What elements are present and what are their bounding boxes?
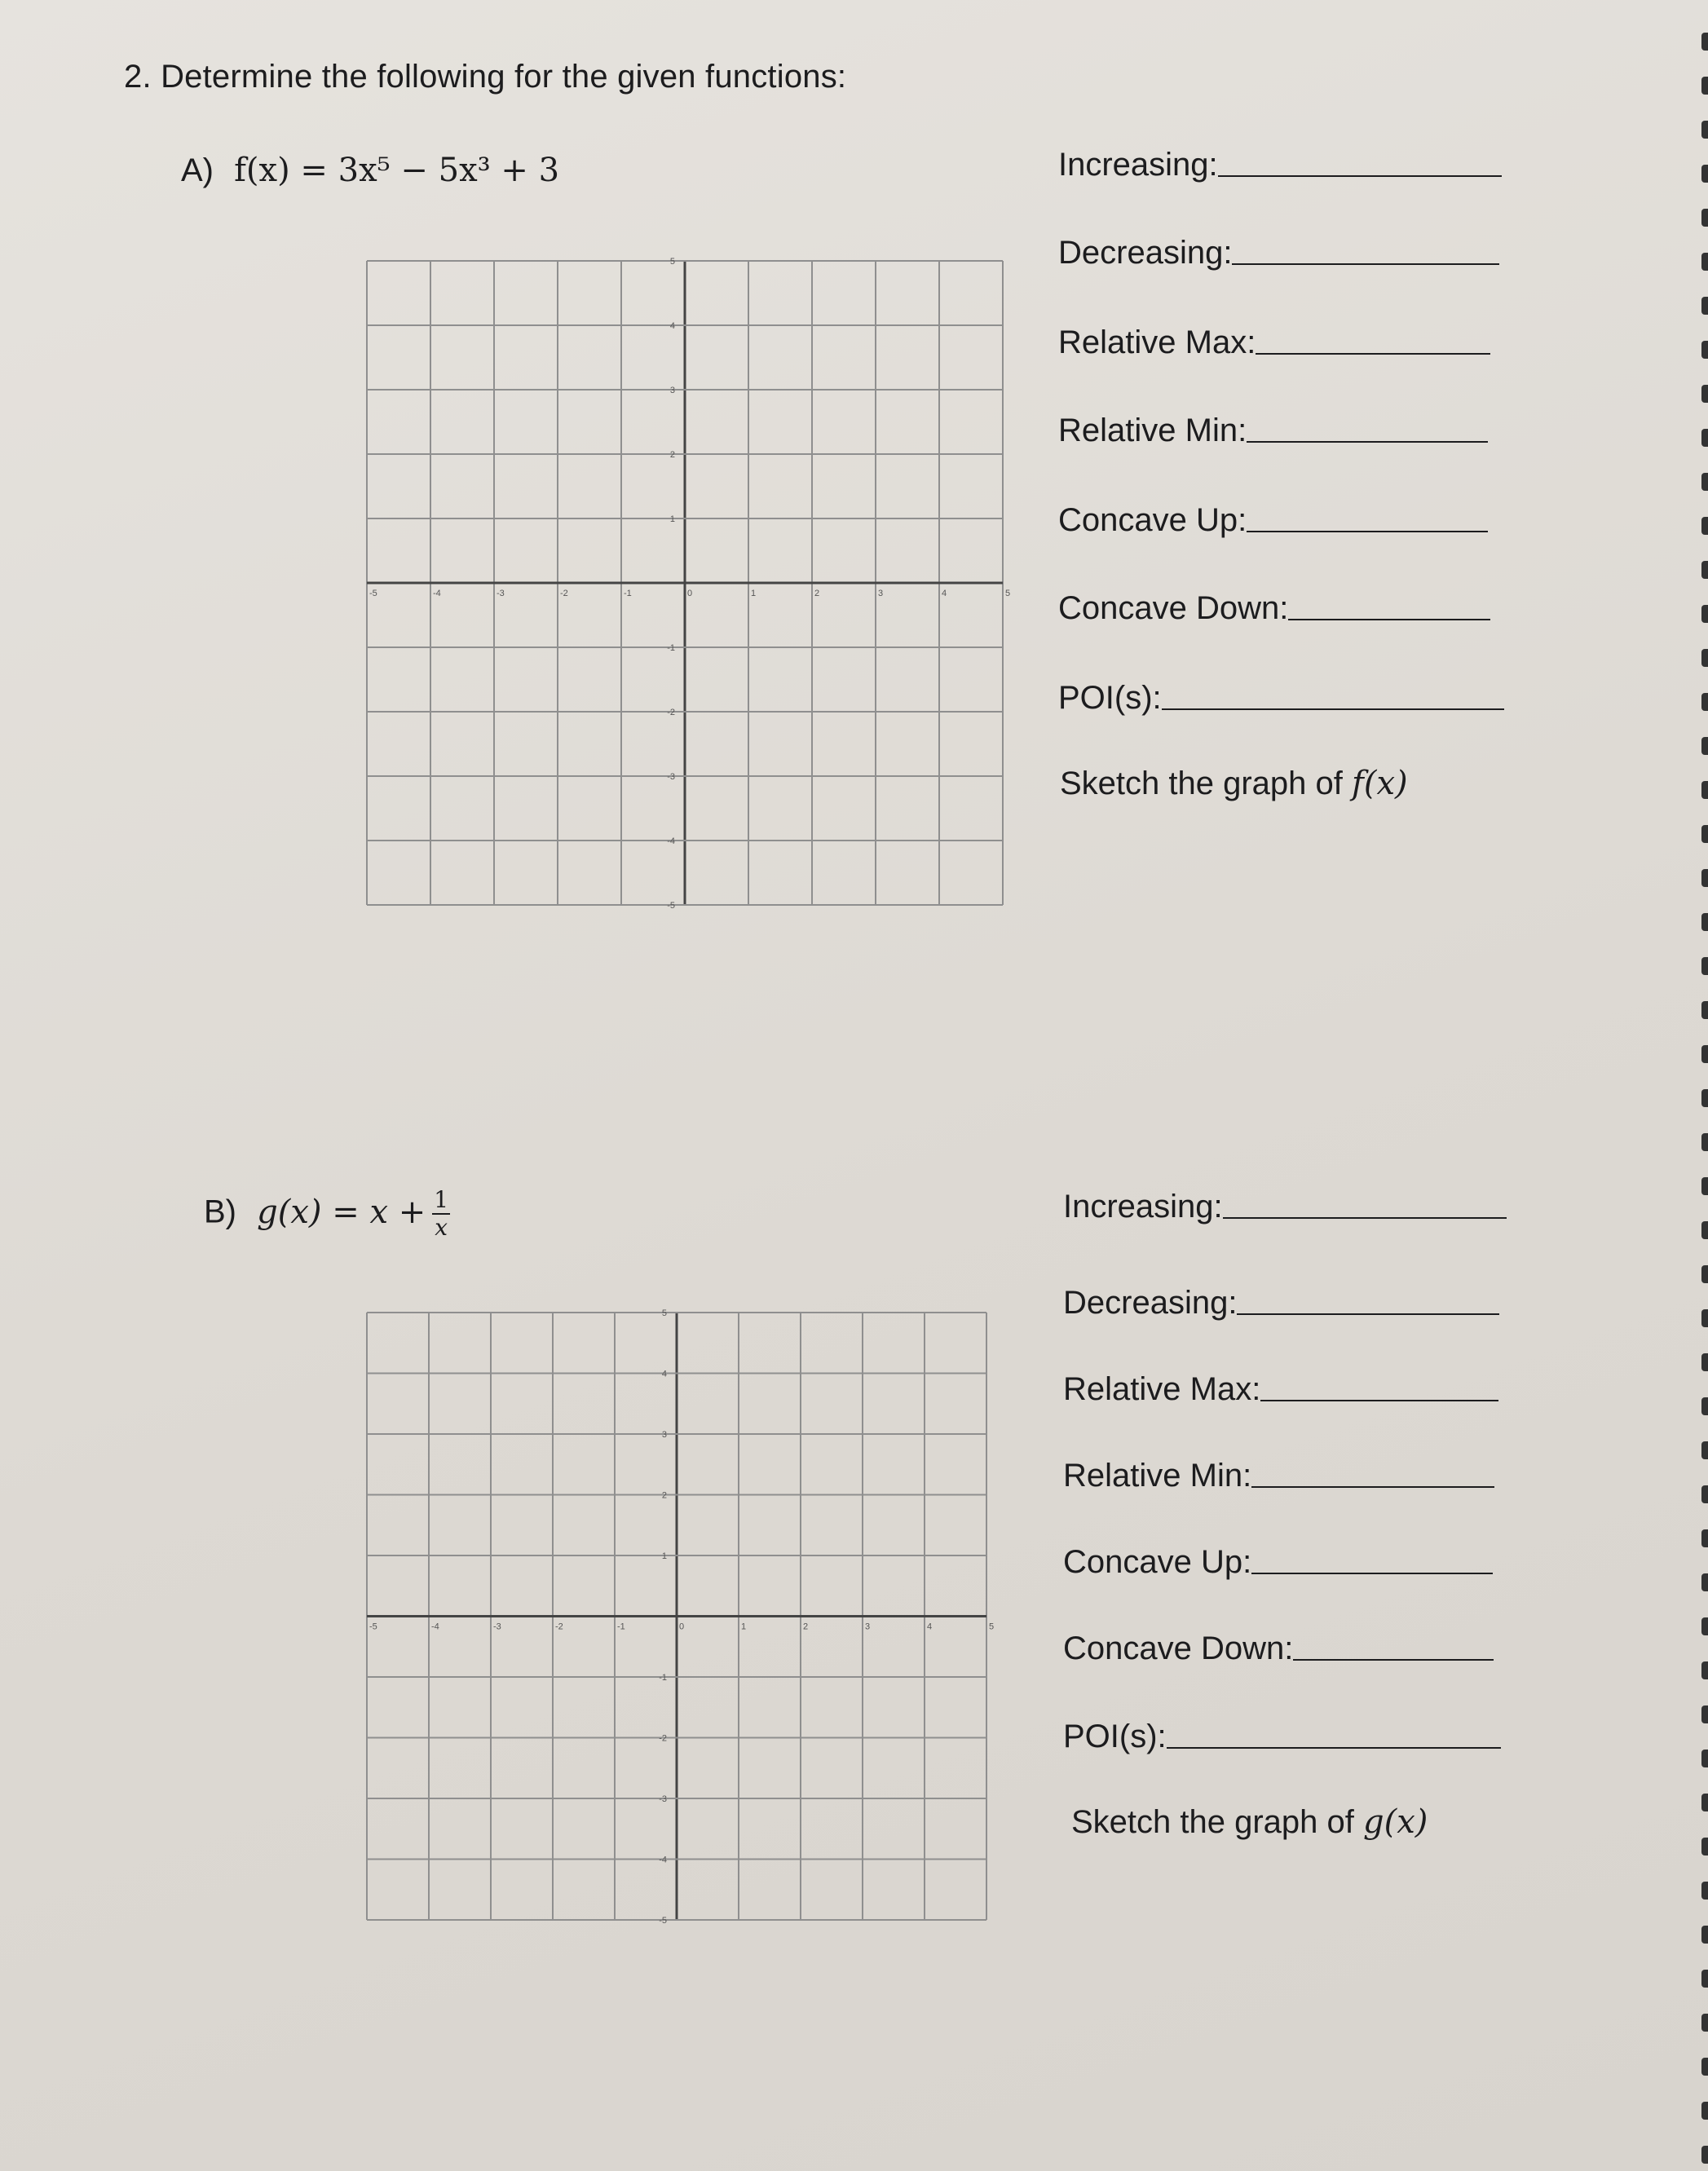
binder-hole bbox=[1701, 429, 1708, 447]
binder-hole bbox=[1701, 957, 1708, 975]
part-b-sketch-function: g(x) bbox=[1363, 1803, 1428, 1841]
part-b-x-tick-label: -3 bbox=[493, 1622, 501, 1632]
part-a-x-tick-label: 1 bbox=[751, 589, 757, 598]
part-a-y-tick-label: -5 bbox=[667, 901, 675, 911]
answer-blank[interactable] bbox=[1293, 1659, 1494, 1661]
binder-hole bbox=[1701, 341, 1708, 359]
binder-hole bbox=[1701, 165, 1708, 183]
binder-hole bbox=[1701, 1573, 1708, 1591]
binder-hole bbox=[1701, 561, 1708, 579]
part-b-sketch-instruction: Sketch the graph of g(x) bbox=[1071, 1803, 1428, 1841]
part-b-y-tick-label: -2 bbox=[659, 1733, 667, 1744]
part-b-decreasing[interactable]: Decreasing: bbox=[1063, 1285, 1499, 1322]
part-a-y-tick-label: 3 bbox=[669, 386, 675, 395]
part-a-equation: f(x) = 3x⁵ − 5x³ + 3 bbox=[234, 152, 560, 189]
part-a-decreasing[interactable]: Decreasing: bbox=[1058, 235, 1499, 271]
binder-hole bbox=[1701, 1882, 1708, 1900]
answer-blank[interactable] bbox=[1237, 1313, 1499, 1315]
binder-hole bbox=[1701, 1838, 1708, 1855]
part-a-relative-min[interactable]: Relative Min: bbox=[1058, 413, 1488, 449]
part-b-x-tick-label: 5 bbox=[989, 1622, 995, 1632]
binder-hole bbox=[1701, 253, 1708, 271]
binder-hole bbox=[1701, 2146, 1708, 2164]
part-a-relative-max[interactable]: Relative Max: bbox=[1058, 324, 1490, 361]
answer-blank[interactable] bbox=[1167, 1747, 1501, 1749]
part-b-x-tick-label: 4 bbox=[927, 1622, 933, 1632]
binder-hole bbox=[1701, 1661, 1708, 1679]
part-b-y-tick-label: 1 bbox=[661, 1551, 667, 1561]
part-a-x-tick-label: -5 bbox=[369, 589, 377, 598]
answer-blank[interactable] bbox=[1162, 708, 1504, 710]
part-a-x-tick-label: 4 bbox=[942, 589, 947, 598]
part-b-x-tick-label: 1 bbox=[741, 1622, 747, 1632]
part-b-x-tick-label: 2 bbox=[803, 1622, 809, 1632]
part-b-coordinate-grid[interactable] bbox=[359, 1304, 995, 1928]
part-a-x-tick-label: 0 bbox=[687, 589, 693, 598]
binder-hole bbox=[1701, 1221, 1708, 1239]
part-a-x-tick-label: -2 bbox=[560, 589, 568, 598]
binder-hole bbox=[1701, 1265, 1708, 1283]
part-a-concave-up[interactable]: Concave Up: bbox=[1058, 502, 1488, 539]
binder-hole bbox=[1701, 1045, 1708, 1063]
part-b-concave-up[interactable]: Concave Up: bbox=[1063, 1544, 1493, 1581]
binder-hole bbox=[1701, 33, 1708, 51]
binder-hole bbox=[1701, 1705, 1708, 1723]
binder-hole bbox=[1701, 1001, 1708, 1019]
part-a-x-tick-label: -3 bbox=[497, 589, 505, 598]
answer-blank[interactable] bbox=[1223, 1217, 1507, 1219]
part-a-y-tick-label: -2 bbox=[667, 708, 675, 717]
part-b-poi[interactable]: POI(s): bbox=[1063, 1719, 1501, 1755]
binder-hole bbox=[1701, 385, 1708, 403]
part-a-sketch-instruction: Sketch the graph of f(x) bbox=[1060, 765, 1408, 802]
answer-blank[interactable] bbox=[1247, 441, 1488, 443]
part-b-function bbox=[204, 1186, 450, 1241]
part-b-relative-max[interactable]: Relative Max: bbox=[1063, 1371, 1498, 1408]
binder-hole bbox=[1701, 1485, 1708, 1503]
part-b-x-tick-label: -4 bbox=[431, 1622, 439, 1632]
part-a-y-tick-label: 1 bbox=[669, 514, 675, 524]
binder-hole bbox=[1701, 825, 1708, 843]
part-a-x-tick-label: 5 bbox=[1005, 589, 1011, 598]
part-a-y-tick-label: -3 bbox=[667, 772, 675, 782]
part-a-concave-down[interactable]: Concave Down: bbox=[1058, 590, 1490, 627]
part-b-y-tick-label: -5 bbox=[659, 1916, 667, 1926]
answer-blank[interactable] bbox=[1251, 1573, 1493, 1574]
part-b-equation: g(x) = x + bbox=[257, 1193, 426, 1231]
binder-hole bbox=[1701, 517, 1708, 535]
binder-hole bbox=[1701, 605, 1708, 623]
part-a-x-tick-label: -4 bbox=[433, 589, 441, 598]
answer-blank[interactable] bbox=[1251, 1486, 1494, 1488]
answer-blank[interactable] bbox=[1288, 619, 1490, 620]
part-b-x-tick-label: 3 bbox=[865, 1622, 871, 1632]
binder-hole bbox=[1701, 121, 1708, 139]
part-b-increasing[interactable]: Increasing: bbox=[1063, 1189, 1507, 1225]
part-b-x-tick-label: 0 bbox=[679, 1622, 685, 1632]
binder-hole bbox=[1701, 1750, 1708, 1767]
part-a-sketch-function: f(x) bbox=[1352, 765, 1408, 802]
part-a-label: A) bbox=[181, 152, 214, 188]
binder-hole bbox=[1701, 2014, 1708, 2032]
answer-blank[interactable] bbox=[1218, 175, 1502, 177]
part-b-x-tick-label: -5 bbox=[369, 1622, 377, 1632]
binder-hole bbox=[1701, 2058, 1708, 2076]
part-b-fraction: $\frac{1}{x}$ bbox=[434, 1186, 449, 1241]
part-b-y-tick-label: 5 bbox=[661, 1308, 667, 1318]
answer-blank[interactable] bbox=[1260, 1400, 1498, 1401]
answer-blank[interactable] bbox=[1256, 353, 1490, 355]
part-b-y-tick-label: 4 bbox=[661, 1369, 667, 1379]
binder-hole bbox=[1701, 1617, 1708, 1635]
part-a-x-tick-label: -1 bbox=[624, 589, 632, 598]
part-a-y-tick-label: 4 bbox=[669, 321, 675, 331]
part-b-y-tick-label: 3 bbox=[661, 1430, 667, 1440]
part-b-y-tick-label: -3 bbox=[659, 1794, 667, 1804]
part-a-coordinate-grid[interactable] bbox=[359, 253, 1011, 913]
binder-hole bbox=[1701, 1529, 1708, 1547]
binder-hole bbox=[1701, 693, 1708, 711]
binder-hole bbox=[1701, 2102, 1708, 2120]
part-b-y-tick-label: -1 bbox=[659, 1673, 667, 1683]
binder-hole bbox=[1701, 209, 1708, 227]
binder-hole bbox=[1701, 869, 1708, 887]
part-a-y-tick-label: 5 bbox=[669, 257, 675, 267]
answer-blank[interactable] bbox=[1232, 263, 1499, 265]
part-b-y-tick-label: 2 bbox=[661, 1490, 667, 1501]
binder-hole bbox=[1701, 781, 1708, 799]
part-a-poi[interactable]: POI(s): bbox=[1058, 680, 1504, 717]
binder-hole bbox=[1701, 1441, 1708, 1459]
part-b-x-tick-label: -1 bbox=[617, 1622, 625, 1632]
binder-hole bbox=[1701, 1309, 1708, 1327]
question-title: 2. Determine the following for the given functions: bbox=[124, 59, 847, 95]
part-a-y-tick-label: 2 bbox=[669, 450, 675, 460]
part-b-relative-min[interactable]: Relative Min: bbox=[1063, 1458, 1494, 1494]
part-b-label: B) bbox=[204, 1194, 236, 1230]
part-a-function bbox=[181, 152, 559, 189]
part-a-y-tick-label: -4 bbox=[667, 836, 675, 846]
binder-hole bbox=[1701, 297, 1708, 315]
part-a-x-tick-label: 2 bbox=[814, 589, 820, 598]
binder-hole bbox=[1701, 1353, 1708, 1371]
part-a-x-tick-label: 3 bbox=[878, 589, 884, 598]
binder-hole bbox=[1701, 1794, 1708, 1811]
binder-hole bbox=[1701, 649, 1708, 667]
binder-hole bbox=[1701, 77, 1708, 95]
binder-hole bbox=[1701, 1133, 1708, 1151]
part-b-concave-down[interactable]: Concave Down: bbox=[1063, 1630, 1494, 1667]
answer-blank[interactable] bbox=[1247, 531, 1488, 532]
binder-hole bbox=[1701, 1177, 1708, 1195]
binder-hole bbox=[1701, 737, 1708, 755]
part-b-y-tick-label: -4 bbox=[659, 1855, 667, 1865]
binder-hole bbox=[1701, 1397, 1708, 1415]
part-a-increasing[interactable]: Increasing: bbox=[1058, 147, 1502, 183]
binder-hole bbox=[1701, 1970, 1708, 1988]
part-a-y-tick-label: -1 bbox=[667, 643, 675, 653]
part-b-x-tick-label: -2 bbox=[555, 1622, 563, 1632]
binder-hole bbox=[1701, 1926, 1708, 1944]
binder-hole bbox=[1701, 473, 1708, 491]
binder-hole bbox=[1701, 913, 1708, 931]
binder-hole bbox=[1701, 1089, 1708, 1107]
